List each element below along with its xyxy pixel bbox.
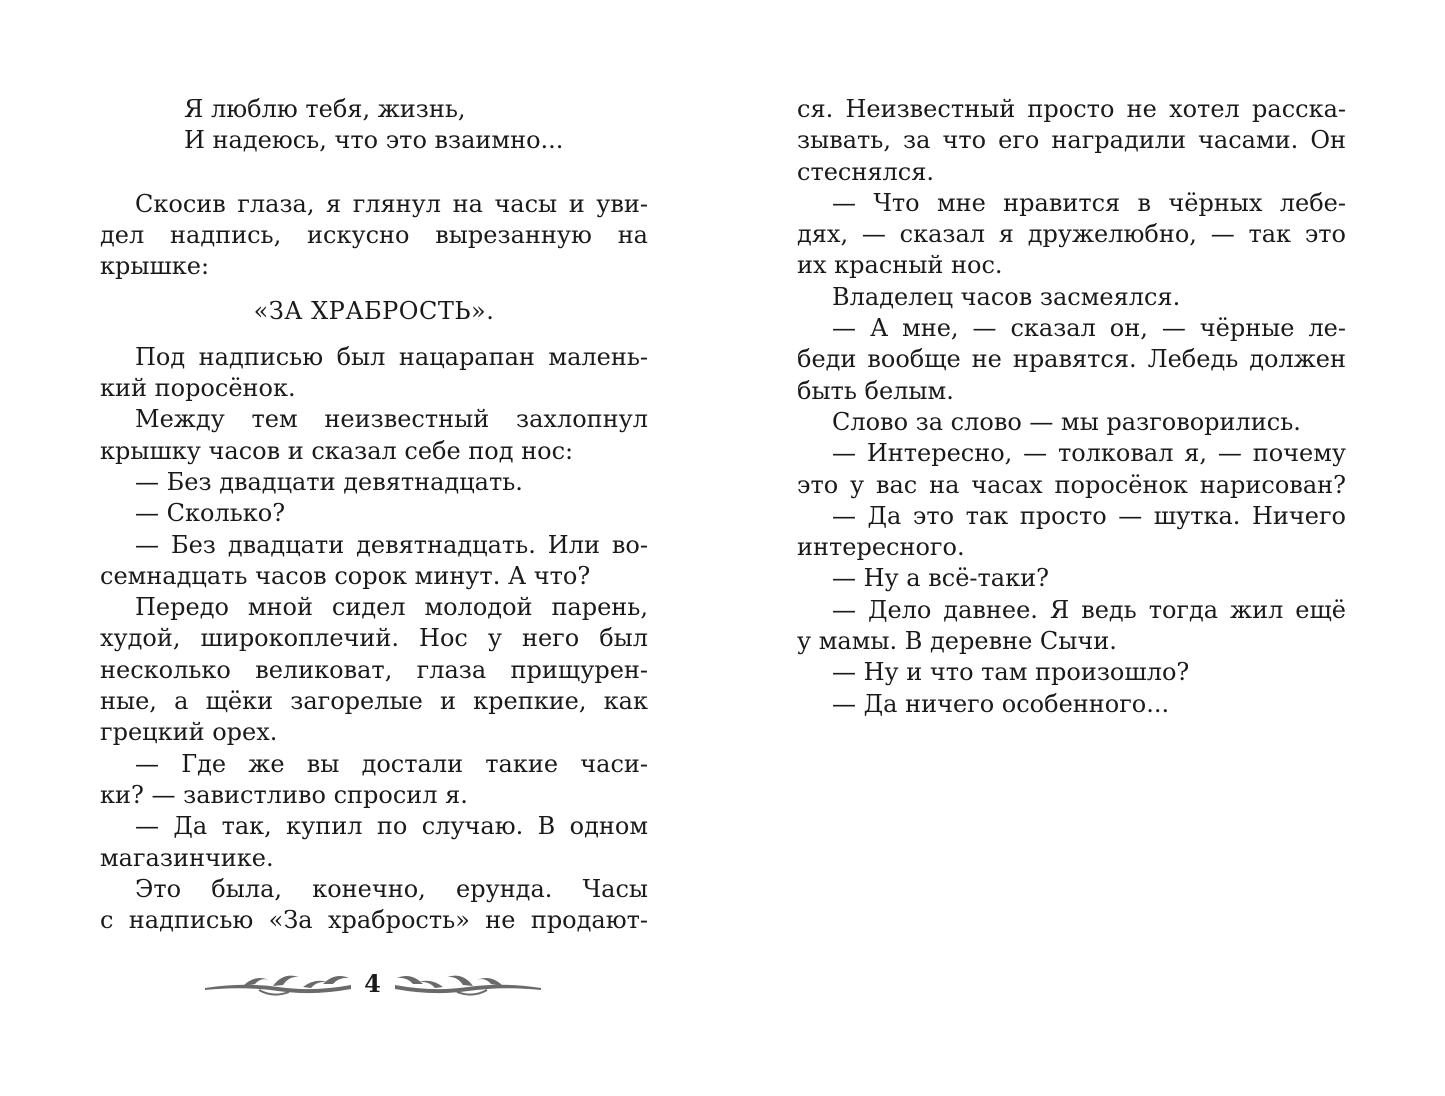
text-line: грецкий орех. (100, 718, 278, 747)
text-line: — Где же вы достали такие часи- (135, 749, 648, 778)
text-line: крышку часов и сказал себе под нос: (100, 436, 574, 465)
text-line: Между тем неизвестный захлопнул (135, 405, 648, 434)
text-line: стеснялся. (797, 157, 934, 186)
text-line: — Сколько? (135, 499, 286, 528)
text-line: магазинчике. (100, 843, 274, 872)
text-line: Скосив глаза, я глянул на часы и уви- (135, 189, 648, 218)
right-page (797, 94, 1346, 720)
left-ornament-icon (203, 968, 353, 998)
text-line: беди вообще не нравятся. Лебедь должен (797, 345, 1346, 374)
text-line: худой, широкоплечий. Нос у него был (100, 624, 648, 653)
poem-line: Я люблю тебя, жизнь, (184, 95, 466, 123)
text-line: Передо мной сидел молодой парень, (135, 593, 648, 622)
text-line: несколько великоват, глаза прищурен- (100, 655, 648, 684)
text-line: интересного. (797, 533, 965, 562)
inscription-heading: «ЗА ХРАБРОСТЬ». (253, 297, 495, 326)
text-line: быть белым. (797, 376, 954, 405)
left-page (100, 94, 648, 936)
text-line: это у вас на часах поросёнок нарисован? (797, 470, 1346, 499)
text-line: — Интересно, — толковал я, — почему (832, 439, 1346, 468)
text-line: семнадцать часов сорок минут. А что? (100, 561, 591, 590)
text-line: у мамы. В деревне Сычи. (797, 627, 1117, 656)
text-line: — Ну и что там произошло? (832, 658, 1190, 687)
text-line: Слово за слово — мы разговорились. (832, 407, 1301, 436)
text-line: — Да ничего особенного... (832, 689, 1170, 718)
text-line: ся. Неизвестный просто не хотел расска- (797, 95, 1346, 123)
text-line: кий поросёнок. (100, 374, 296, 403)
page-number: 4 (364, 968, 381, 998)
text-line: их красный нос. (797, 251, 1003, 280)
text-line: — А мне, — сказал он, — чёрные ле- (832, 314, 1346, 343)
text-line: — Дело давнее. Я ведь тогда жил ещё (832, 595, 1346, 624)
text-line: — Без двадцати девятнадцать. (135, 467, 523, 496)
text-line: — Да так, купил по случаю. В одном (135, 812, 648, 841)
text-line: дях, — сказал я дружелюбно, — так это (797, 220, 1346, 249)
text-line: Владелец часов засмеялся. (832, 282, 1181, 311)
text-line: — Да это так просто — шутка. Ничего (832, 501, 1346, 530)
text-line: Под надписью был нацарапан малень- (135, 342, 648, 371)
text-line: крышке: (100, 252, 210, 281)
poem-line: И надеюсь, что это взаимно... (184, 126, 564, 155)
page-folio (200, 964, 545, 1002)
text-line: зывать, за что его наградили часами. Он (797, 126, 1346, 155)
text-line: дел надпись, искусно вырезанную на (100, 220, 648, 249)
text-line: — Что мне нравится в чёрных лебе- (832, 188, 1346, 217)
text-line: Это была, конечно, ерунда. Часы (135, 874, 648, 903)
text-line: с надписью «За храбрость» не продают- (100, 906, 648, 935)
text-line: ные, а щёки загорелые и крепкие, как (100, 687, 648, 716)
text-line: — Ну а всё-таки? (832, 564, 1049, 593)
right-ornament-icon (393, 968, 543, 998)
text-line: — Без двадцати девятнадцать. Или во- (135, 530, 648, 559)
text-line: ки? — завистливо спросил я. (100, 780, 468, 809)
